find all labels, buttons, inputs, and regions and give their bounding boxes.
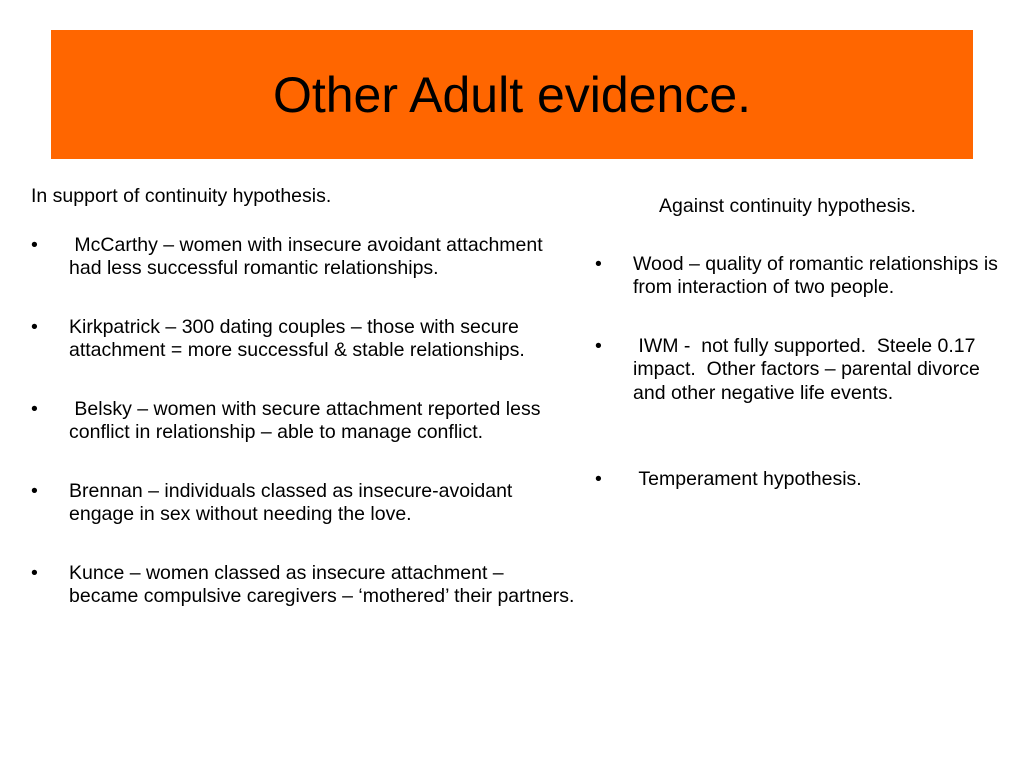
list-item [31, 398, 576, 445]
support-heading: In support of continuity hypothesis. [31, 185, 332, 207]
list-item [595, 468, 1010, 492]
bullet-icon: • [595, 252, 602, 275]
bullet-icon: • [595, 334, 602, 357]
bullet-text: Brennan – individuals classed as insecure-avoidant engage in sex without needing the love. [69, 479, 518, 525]
bullet-icon: • [31, 233, 38, 256]
list-item [31, 480, 576, 527]
against-column [595, 195, 1010, 492]
bullet-text: Wood – quality of romantic relationships is from interaction of two people. [633, 252, 1004, 298]
slide-title: Other Adult evidence. [272, 66, 752, 123]
bullet-text: Kirkpatrick – 300 dating couples – those with secure attachment = more successful & stable relationships. [69, 315, 525, 361]
support-column [31, 185, 576, 609]
bullet-text: Belsky – women with secure attachment reported less conflict in relationship – able to manage conflict. [69, 397, 546, 443]
list-item [31, 562, 576, 609]
bullet-text: Temperament hypothesis. [633, 468, 862, 490]
bullet-text: McCarthy – women with insecure avoidant attachment had less successful romantic relationships. [69, 233, 549, 279]
support-bullet-list [31, 234, 576, 609]
against-heading: Against continuity hypothesis. [659, 195, 916, 217]
against-bullet-list [595, 253, 1010, 492]
list-item [31, 234, 576, 281]
bullet-text: Kunce – women classed as insecure attachment – became compulsive caregivers – ‘mothered’ their partners. [69, 561, 575, 607]
bullet-icon: • [31, 561, 38, 584]
list-item [31, 316, 576, 363]
list-item [595, 253, 1010, 300]
bullet-icon: • [31, 479, 38, 502]
bullet-text: IWM - not fully supported. Steele 0.17 impact. Other factors – parental divorce and other negative life events. [633, 334, 986, 404]
title-bar [51, 30, 973, 159]
bullet-icon: • [31, 397, 38, 420]
bullet-icon: • [31, 315, 38, 338]
list-item [595, 335, 1010, 406]
bullet-icon: • [595, 468, 602, 490]
